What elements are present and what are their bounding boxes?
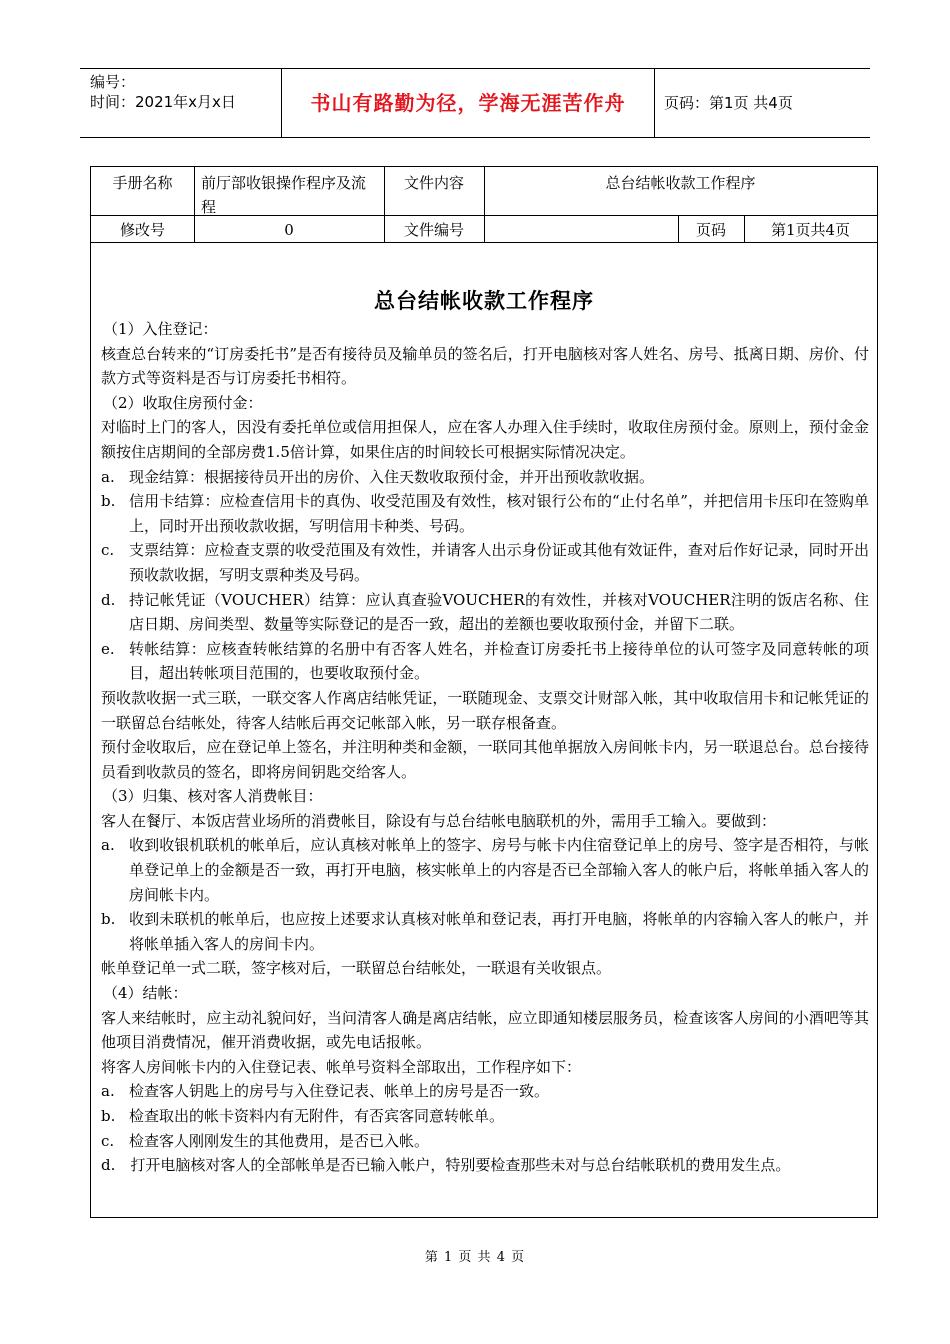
page-value: 第1页共4页 bbox=[770, 221, 851, 239]
revision-value: 0 bbox=[284, 221, 294, 239]
time-label: 时间：2021年x月x日 bbox=[90, 93, 236, 111]
revision-label: 修改号 bbox=[119, 221, 165, 239]
file-no-label: 文件编号 bbox=[403, 221, 464, 239]
list-item bbox=[101, 489, 869, 538]
list-text: 检查客人刚刚发生的其他费用，是否已入帐。 bbox=[129, 1131, 430, 1150]
list-text: 支票结算：应检查支票的收受范围及有效性，并请客人出示身份证或其他有效证件，查对后作好记录，同时开出预收款收据，写明支票种类及号码。 bbox=[129, 541, 869, 584]
document-body bbox=[101, 317, 869, 1178]
paragraph: d. 打开电脑核对客人的全部帐单是否已输入帐户，特别要检查那些未对与总台结帐联机的费用发生点。 bbox=[101, 1156, 791, 1175]
page-header bbox=[80, 68, 870, 138]
list-text: 检查客人钥匙上的房号与入住登记表、帐单上的房号是否一致。 bbox=[129, 1082, 550, 1101]
paragraph: 预付金收取后，应在登记单上签名，并注明种类和金额，一联同其他单据放入房间帐卡内，另一联退总台。总台接待员看到收款员的签名，即将房间钥匙交给客人。 bbox=[101, 738, 869, 781]
content-label: 文件内容 bbox=[403, 174, 464, 192]
list-label: e. bbox=[101, 639, 115, 658]
paragraph: 对临时上门的客人，因没有委托单位或信用担保人，应在客人办理入住手续时，收取住房预付金。原则上，预付金金额按住店期间的全部房费1.5倍计算，如果住店的时间较长可根据实际情况决定。 bbox=[101, 418, 869, 461]
list-item bbox=[101, 907, 869, 956]
page-footer: 第 1 页 共 4 页 bbox=[424, 1250, 526, 1265]
list-item bbox=[101, 833, 869, 907]
paragraph: 帐单登记单一式二联，签字核对后，一联留总台结帐处，一联退有关收银点。 bbox=[101, 959, 612, 978]
manual-name-value: 前厅部收银操作程序及流程 bbox=[201, 174, 367, 216]
list-label: d. bbox=[101, 590, 116, 609]
header-motto: 书山有路勤为径，学海无涯苦作舟 bbox=[282, 69, 655, 137]
list-label: c. bbox=[101, 541, 115, 560]
number-label: 编号： bbox=[90, 73, 136, 91]
paragraph: 预收款收据一式三联，一联交客人作离店结帐凭证，一联随现金、支票交计财部入帐，其中收取信用卡和记帐凭证的一联留总台结帐处，待客人结帐后再交记帐部入帐，另一联存根备查。 bbox=[101, 688, 869, 732]
section-heading: （2）收取住房预付金： bbox=[103, 393, 263, 412]
manual-name-label: 手册名称 bbox=[112, 174, 173, 192]
list-item bbox=[101, 588, 869, 637]
list-text: 检查取出的帐卡资料内有无附件，有否宾客同意转帐单。 bbox=[129, 1107, 505, 1125]
header-page-info: 页码：第1页 共4页 bbox=[664, 94, 793, 112]
list-item bbox=[101, 538, 869, 587]
list-text: 信用卡结算：应检查信用卡的真伪、收受范围及有效性，核对银行公布的“止付名单”，并把信用卡压印在签购单上，同时开出预收款收据，写明信用卡种类、号码。 bbox=[129, 492, 869, 535]
section-heading: （4）结帐： bbox=[103, 984, 188, 1003]
list-text: 转帐结算：应核查转帐结算的名册中有否客人姓名，并检查订房委托书上接待单位的认可签字及同意转帐的项目，超出转帐项目范围的，也要收取预付金。 bbox=[129, 639, 869, 683]
header-meta bbox=[80, 69, 282, 137]
document-title: 总台结帐收款工作程序 bbox=[374, 289, 594, 313]
list-text: 持记帐凭证（VOUCHER）结算：应认真查验VOUCHER的有效性，并核对VOUCHER注明的饭店名称、住店日期、房间类型、数量等实际登记的是否一致，超出的差额也要收取预付金，并留下二联。 bbox=[129, 590, 869, 634]
list-text: 收到收银机联机的帐单后，应认真核对帐单上的签字、房号与帐卡内住宿登记单上的房号、签字是否相符，与帐单登记单上的金额是否一致，再打开电脑，核实帐单上的内容是否已全部输入客人的帐户后，将帐单插入客人的房间帐卡内。 bbox=[129, 836, 869, 904]
page-label: 页码 bbox=[695, 221, 726, 239]
list-item bbox=[101, 1104, 869, 1129]
list-text: 现金结算：根据接待员开出的房价、入住天数收取预付金，并开出预收款收据。 bbox=[129, 467, 655, 486]
list-label: a. bbox=[101, 467, 115, 486]
content-value: 总台结帐收款工作程序 bbox=[605, 174, 756, 192]
section-heading: （1）入住登记： bbox=[103, 320, 218, 338]
list-item bbox=[101, 465, 869, 490]
list-label: a. bbox=[101, 836, 115, 855]
row-divider bbox=[91, 242, 877, 243]
list-label: b. bbox=[101, 1107, 116, 1125]
list-label: b. bbox=[101, 910, 116, 929]
list-label: c. bbox=[101, 1131, 115, 1150]
document-frame bbox=[90, 166, 878, 1218]
list-item bbox=[101, 1079, 869, 1104]
list-label: b. bbox=[101, 492, 116, 511]
paragraph: 将客人房间帐卡内的入住登记表、帐单号资料全部取出，工作程序如下： bbox=[101, 1057, 582, 1076]
paragraph: 客人在餐厅、本饭店营业场所的消费帐目，除设有与总台结帐电脑联机的外，需用手工输入。要做到： bbox=[101, 811, 777, 830]
list-label: a. bbox=[101, 1082, 115, 1101]
list-item bbox=[101, 637, 869, 686]
list-item bbox=[101, 1129, 869, 1154]
list-text: 收到未联机的帐单后，也应按上述要求认真核对帐单和登记表，再打开电脑，将帐单的内容输入客人的帐户，并将帐单插入客人的房间卡内。 bbox=[129, 910, 869, 953]
section-heading: （3）归集、核对客人消费帐目： bbox=[103, 787, 323, 806]
paragraph: 核查总台转来的“订房委托书”是否有接待员及输单员的签名后，打开电脑核对客人姓名、房号、抵离日期、房价、付款方式等资料是否与订房委托书相符。 bbox=[101, 344, 869, 388]
paragraph: 客人来结帐时，应主动礼貌问好，当问清客人确是离店结帐，应立即通知楼层服务员，检查该客人房间的小酒吧等其他项目消费情况，催开消费收据，或先电话报帐。 bbox=[101, 1008, 869, 1052]
